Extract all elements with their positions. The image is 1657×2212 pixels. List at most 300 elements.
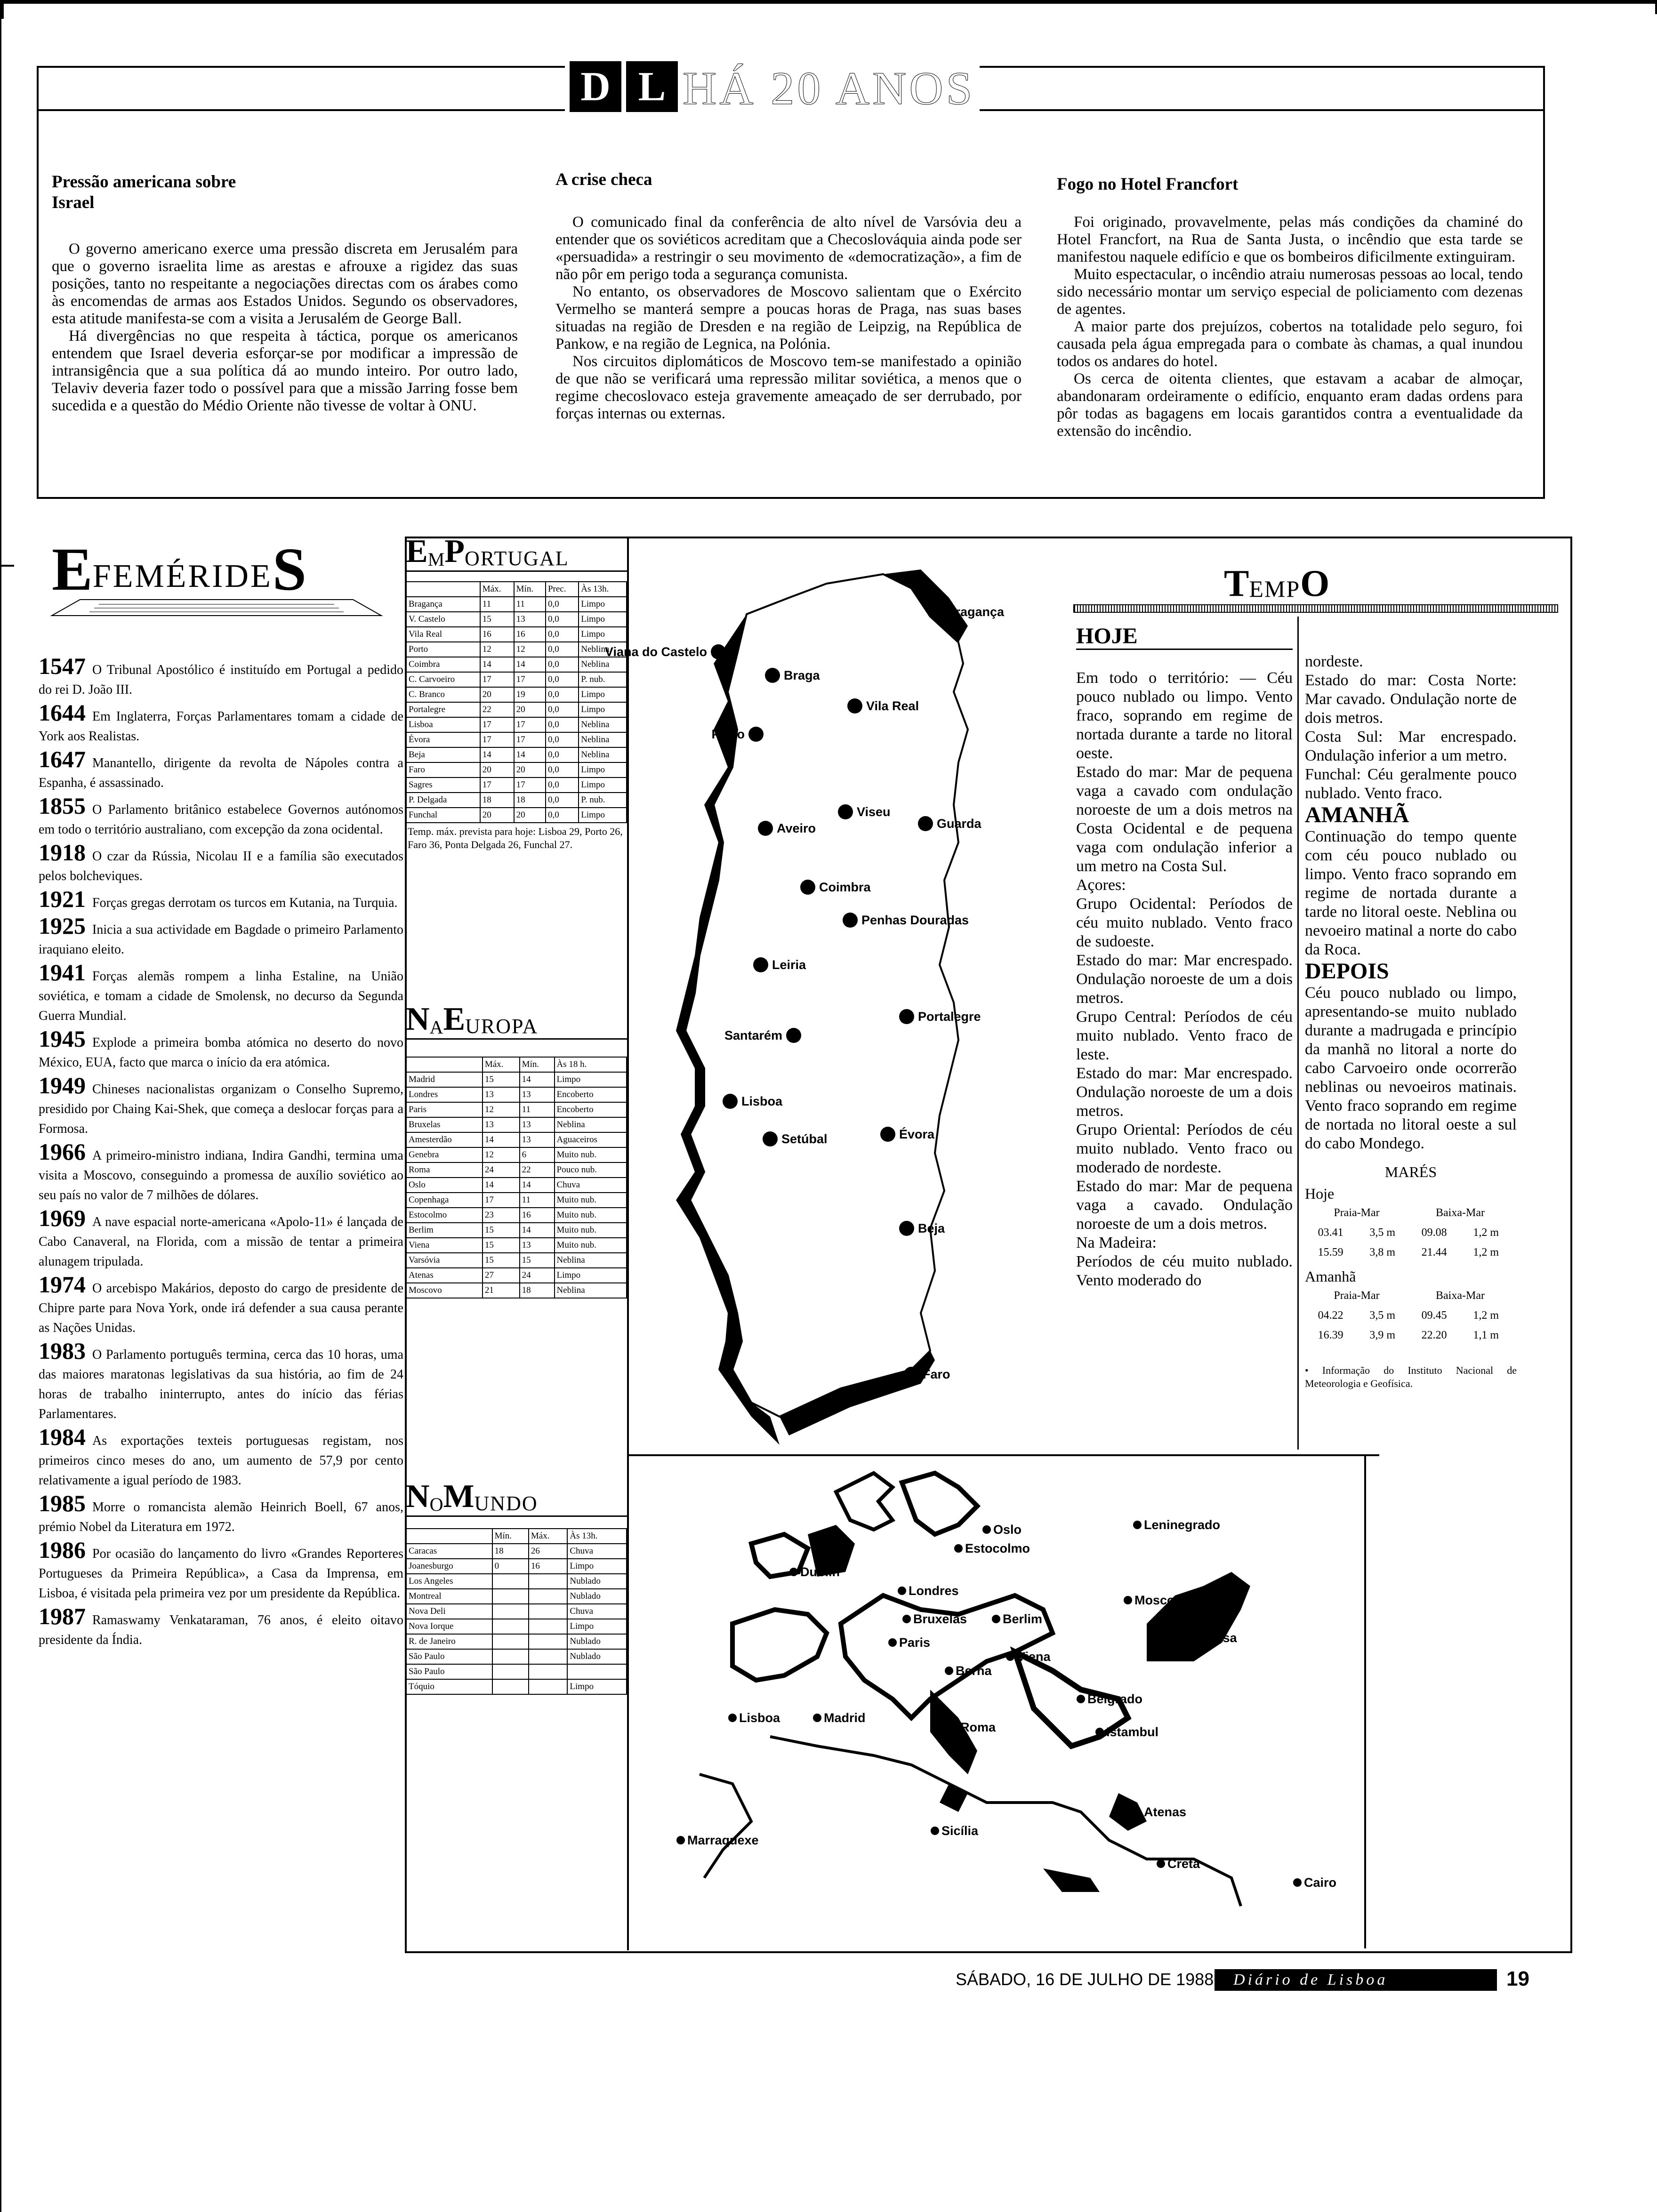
city-marker [753, 957, 806, 972]
hatch-bar [1073, 604, 1558, 613]
city-label: Berna [956, 1664, 992, 1678]
article-body [52, 240, 518, 415]
table-cell: Berlim [406, 1223, 483, 1238]
footer-date: SÁBADO, 16 DE JULHO DE 1988 [956, 1970, 1214, 1989]
table-cell: Beja [406, 747, 480, 762]
table-cell: 0 [492, 1559, 529, 1574]
portugal-header: E M P ORTUGAL [406, 538, 627, 572]
tide-table-amanha [1305, 1286, 1512, 1345]
efemeride-text: O czar da Rússia, Nicolau II e a família são executados pelos bolcheviques. [39, 849, 403, 883]
tide-cell: 3,9 m [1369, 1329, 1395, 1341]
table-cell: 14 [520, 1178, 555, 1193]
paragraph: Costa Sul: Mar encrespado. Ondulação inferior a um metro. [1305, 728, 1517, 764]
table-cell [492, 1634, 529, 1649]
city-dot [763, 1131, 778, 1146]
city-label: Cairo [1304, 1875, 1337, 1890]
city-label: Lisboa [741, 1094, 783, 1108]
efemeride-year: 1918 [39, 839, 86, 866]
table-row [406, 777, 627, 793]
table-row [406, 1193, 627, 1208]
table-cell: Neblina [579, 642, 627, 657]
efemeride-year: 1547 [39, 653, 86, 679]
table-cell [529, 1649, 568, 1664]
city-dot [899, 1009, 914, 1024]
table-row [406, 1087, 627, 1102]
table-row [406, 1147, 627, 1162]
paragraph: Nos circuitos diplomáticos de Moscovo tem-se manifestado a opinião de que não se verificará uma repressão militar soviética, a menos que o regime checoslovaco esteja gravemente ameaçado de ser derrubado, por forças internas ou externas. [555, 353, 1022, 422]
article-title: A crise checa [555, 170, 652, 189]
table-cell [492, 1649, 529, 1664]
efemeride-year: 1985 [39, 1490, 86, 1516]
city-label: Estocolmo [965, 1541, 1030, 1555]
city-marker [847, 698, 919, 713]
city-dot [1157, 1859, 1165, 1868]
portugal-weather-table [406, 581, 627, 823]
city-marker [1133, 1518, 1220, 1532]
table-cell: V. Castelo [406, 612, 480, 627]
city-marker [899, 1221, 945, 1236]
table-cell: Nublado [567, 1649, 627, 1664]
table-cell: 20 [514, 762, 546, 777]
efemeride-text: Ramaswamy Venkataraman, 76 anos, é eleito oitavo presidente da Índia. [39, 1613, 403, 1647]
efemeride-item [39, 1027, 403, 1073]
table-cell: 16 [480, 627, 514, 642]
title-middle: FEMÉRIDE [92, 558, 273, 594]
table-cell: Funchal [406, 808, 480, 823]
tempo-hoje-column [1076, 624, 1293, 1290]
efemeride-text: Manantello, dirigente da revolta de Nápoles contra a Espanha, é assassinado. [39, 756, 403, 790]
table-row [406, 1238, 627, 1253]
hoje-text [1076, 669, 1293, 1290]
table-cell: Neblina [579, 747, 627, 762]
table-row [406, 612, 627, 627]
efemeride-year: 1855 [39, 793, 86, 819]
table-cell: Neblina [555, 1283, 627, 1298]
table-cell: São Paulo [406, 1664, 492, 1679]
tide-row [1305, 1306, 1512, 1325]
tide-cell: 1,1 m [1473, 1329, 1499, 1341]
table-cell: 20 [514, 808, 546, 823]
table-cell: Muito nub. [555, 1208, 627, 1223]
table-row [406, 1619, 627, 1634]
table-cell: 14 [483, 1132, 520, 1147]
table-cell: Coimbra [406, 657, 480, 672]
table-cell: 13 [520, 1132, 555, 1147]
efemeride-text: Por ocasião do lançamento do livro «Grandes Reporteres Portugueses da Primeira República», a Casa da Imprensa, em Lisboa, é visitada pela primeira vez por um presidente da República. [39, 1547, 403, 1601]
table-cell: Moscovo [406, 1283, 483, 1298]
city-marker [605, 644, 726, 659]
city-marker [723, 1094, 783, 1109]
table-row [406, 702, 627, 717]
table-cell: 18 [480, 793, 514, 808]
table-cell: Muito nub. [555, 1147, 627, 1162]
map-divider [1364, 1454, 1366, 1948]
efemeride-year: 1945 [39, 1026, 86, 1052]
efemeride-item [39, 1074, 403, 1139]
paragraph: Na Madeira: [1076, 1234, 1157, 1251]
city-dot [676, 1836, 685, 1844]
table-cell: 11 [520, 1102, 555, 1117]
table-cell: P. nub. [579, 672, 627, 687]
city-dot [992, 1615, 1000, 1623]
hatch-decoration [52, 598, 381, 617]
amanha-heading: AMANHÃ [1305, 802, 1409, 827]
efemeride-text: O arcebispo Makários, deposto do cargo de presidente de Chipre parte para Nova York, onde irá defender a sua causa perante as Nações Unidas. [39, 1281, 403, 1335]
table-cell: 15 [520, 1253, 555, 1268]
table-cell: Bragança [406, 597, 480, 612]
table-cell: Neblina [579, 657, 627, 672]
table-cell: Estocolmo [406, 1208, 483, 1223]
table-row [406, 1283, 627, 1298]
table-cell: Genebra [406, 1147, 483, 1162]
table-cell: Évora [406, 732, 480, 747]
table-cell: Neblina [555, 1253, 627, 1268]
table-cell: 18 [514, 793, 546, 808]
table-cell: Tóquio [406, 1679, 492, 1694]
portugal-table-block [406, 533, 627, 853]
table-cell: Faro [406, 762, 480, 777]
table-cell: 12 [483, 1102, 520, 1117]
table-cell: 0,0 [546, 762, 579, 777]
city-label: Moscovo [1134, 1593, 1190, 1607]
table-cell: Chuva [555, 1178, 627, 1193]
tempo-column-divider [1297, 617, 1299, 1450]
table-cell: 17 [480, 672, 514, 687]
table-row [406, 1223, 627, 1238]
city-dot [1180, 1634, 1189, 1642]
table-cell: 0,0 [546, 672, 579, 687]
city-dot [800, 880, 815, 895]
table-cell: 0,0 [546, 642, 579, 657]
table-cell: Limpo [579, 597, 627, 612]
corner-mark [1655, 0, 1657, 14]
efemerides-header [52, 536, 410, 619]
paragraph: Grupo Ocidental: Períodos de céu muito nublado. Vento fraco de sudoeste. [1076, 895, 1293, 950]
efemeride-item [39, 1604, 403, 1650]
city-marker [918, 816, 982, 831]
paragraph: nordeste. [1305, 653, 1363, 670]
efemeride-year: 1969 [39, 1205, 86, 1231]
table-cell: 15 [483, 1072, 520, 1087]
table-row [406, 672, 627, 687]
city-dot [1124, 1596, 1132, 1604]
table-cell: 13 [520, 1117, 555, 1132]
table-cell: 13 [514, 612, 546, 627]
city-label: Leiria [772, 958, 806, 972]
city-marker [712, 727, 764, 742]
tide-cell: 21.44 [1421, 1246, 1447, 1258]
efemeride-item [39, 1273, 403, 1338]
tide-row [1305, 1242, 1512, 1262]
efemeride-item [39, 654, 403, 700]
city-marker [758, 821, 816, 836]
efemeride-item [39, 1538, 403, 1603]
efemeride-year: 1966 [39, 1138, 86, 1165]
column-header: Máx. [483, 1057, 520, 1072]
paragraph: Estado do mar: Costa Norte: Mar cavado. Ondulação norte de dois metros. [1305, 672, 1517, 727]
table-cell: Limpo [579, 808, 627, 823]
table-cell: 14 [514, 657, 546, 672]
table-cell: 14 [483, 1178, 520, 1193]
table-cell: 20 [514, 702, 546, 717]
city-dot [899, 1221, 914, 1236]
table-cell: Madrid [406, 1072, 483, 1087]
city-dot [765, 668, 780, 683]
city-dot [927, 604, 942, 619]
table-row [406, 657, 627, 672]
city-dot [1095, 1728, 1104, 1736]
table-row [406, 747, 627, 762]
table-cell: 20 [480, 808, 514, 823]
table-cell: Portalegre [406, 702, 480, 717]
city-label: Berlim [1003, 1612, 1043, 1626]
table-cell: Varsóvia [406, 1253, 483, 1268]
table-cell: 24 [520, 1268, 555, 1283]
efemerides-list [39, 654, 403, 1651]
table-row [406, 642, 627, 657]
table-cell: 0,0 [546, 627, 579, 642]
city-marker [843, 913, 969, 928]
table-cell: Limpo [555, 1072, 627, 1087]
city-marker [838, 804, 891, 819]
table-cell: Chuva [567, 1544, 627, 1559]
table-cell: 17 [514, 717, 546, 732]
table-cell: 0,0 [546, 808, 579, 823]
efemeride-item [39, 747, 403, 793]
efemeride-text: Em Inglaterra, Forças Parlamentares tomam a cidade de York aos Realistas. [39, 709, 403, 744]
table-cell: Nublado [567, 1589, 627, 1604]
table-cell: 13 [483, 1087, 520, 1102]
table-cell: 12 [483, 1147, 520, 1162]
efemeride-year: 1986 [39, 1537, 86, 1563]
paragraph: Grupo Central: Períodos de céu muito nublado. Vento fraco de leste. [1076, 1008, 1293, 1063]
efemeride-year: 1984 [39, 1424, 86, 1450]
table-cell: Limpo [579, 627, 627, 642]
efemeride-text: Morre o romancista alemão Heinrich Boell, 67 anos, prémio Nobel da Literatura em 1972. [39, 1500, 403, 1534]
city-label: Braga [784, 668, 820, 682]
table-cell [492, 1604, 529, 1619]
table-row [406, 1559, 627, 1574]
table-row [406, 1574, 627, 1589]
page-number: 19 [1506, 1967, 1529, 1990]
table-cell: 13 [520, 1238, 555, 1253]
table-cell: Limpo [579, 777, 627, 793]
table-header [406, 1057, 627, 1072]
efemeride-item [39, 1339, 403, 1424]
table-cell [529, 1679, 568, 1694]
paragraph: Estado do mar: Mar encrespado. Ondulação noroeste de um a dois metros. [1076, 1065, 1293, 1120]
table-cell: 14 [520, 1223, 555, 1238]
city-dot [954, 1544, 963, 1553]
efemeride-item [39, 1491, 403, 1537]
paragraph: Períodos de céu muito nublado. Vento moderado do [1076, 1253, 1293, 1289]
edge-mark [0, 565, 14, 567]
table-cell [529, 1589, 568, 1604]
column-header [406, 582, 480, 597]
paragraph: O comunicado final da conferência de alto nível de Varsóvia deu a entender que os soviéticos acreditam que a Checoslováquia ainda pode ser «persuadida» a restringir o seu movimento de «democratização», a fim de não pôr em perigo toda a segurança comunista. [555, 214, 1022, 283]
table-cell: Neblina [555, 1117, 627, 1132]
tide-col-header: Baixa-Mar [1436, 1290, 1485, 1302]
city-dot [723, 1094, 738, 1109]
table-cell: Limpo [567, 1619, 627, 1634]
right-text [1305, 652, 1517, 803]
column-header: Mín. [492, 1529, 529, 1544]
efemeride-text: As exportações texteis portuguesas registam, nos primeiros cinco meses do ano, um aumento de 57,9 por cento relativamente a igual período de 1983. [39, 1434, 403, 1488]
table-cell: 22 [480, 702, 514, 717]
efemeride-text: Forças alemãs rompem a linha Estaline, na União soviética, e tomam a cidade de Smolensk, no decurso da Segunda Guerra Mundial. [39, 969, 403, 1023]
amanha-text: Continuação do tempo quente com céu pouco nublado ou limpo. Vento fraco soprando em regime de nortada durante a tarde no litoral oeste. Neblina ou nevoeiro matinal a norte do cabo da Roca. [1305, 828, 1517, 958]
tide-cell: 09.08 [1421, 1226, 1447, 1239]
table-cell: 16 [529, 1559, 568, 1574]
europa-header: N A E UROPA [406, 1002, 627, 1040]
city-dot [880, 1127, 895, 1142]
paragraph: Grupo Oriental: Períodos de céu muito nublado. Vento fraco ou moderado de nordeste. [1076, 1121, 1293, 1176]
city-dot [838, 804, 853, 819]
table-cell: 13 [483, 1117, 520, 1132]
article-crise-checa [555, 169, 1022, 423]
city-marker [927, 604, 1005, 619]
tide-amanha-label: Amanhã [1305, 1268, 1356, 1285]
table-cell: 17 [480, 717, 514, 732]
depois-text: Céu pouco nublado ou limpo, apresentando-se muito nublado durante a madrugada e princípio da manhã no litoral a norte do cabo Carvoeiro onde ocorrerão neblinas ou nevoeiros matinais. Vento fraco soprando em regime de nortada no litoral oeste a sul do cabo Mondego. [1305, 984, 1517, 1152]
table-cell: 15 [480, 612, 514, 627]
efemeride-text: Explode a primeira bomba atómica no deserto do novo México, EUA, facto que marca o início da era atómica. [39, 1035, 403, 1070]
footer-paper-name: Diário de Lisboa [1215, 1969, 1497, 1991]
city-label: Viena [1017, 1650, 1051, 1664]
table-cell [492, 1589, 529, 1604]
tide-cell: 3,8 m [1369, 1246, 1395, 1258]
table-cell: 15 [483, 1238, 520, 1253]
table-cell: Muito nub. [555, 1238, 627, 1253]
efemeride-year: 1983 [39, 1338, 86, 1364]
column-header [406, 1057, 483, 1072]
table-cell: 0,0 [546, 612, 579, 627]
city-label: Roma [960, 1720, 996, 1734]
city-label: Santarém [724, 1028, 782, 1042]
city-label: Évora [899, 1127, 935, 1141]
city-dot [1006, 1652, 1014, 1661]
efemeride-text: Forças gregas derrotam os turcos em Kutania, na Turquia. [92, 896, 398, 910]
table-cell [529, 1604, 568, 1619]
tide-row [1305, 1325, 1512, 1345]
efemeride-year: 1644 [39, 699, 86, 726]
table-cell: Encoberto [555, 1087, 627, 1102]
table-cell: Porto [406, 642, 480, 657]
table-cell: 12 [514, 642, 546, 657]
article-body [1057, 214, 1523, 440]
city-dot [904, 1367, 919, 1382]
city-label: Creta [1167, 1857, 1200, 1871]
city-dot [888, 1638, 897, 1647]
table-cell: Vila Real [406, 627, 480, 642]
city-label: Marraquexe [687, 1833, 759, 1847]
city-dot [748, 727, 764, 742]
city-marker [763, 1131, 828, 1146]
table-cell: 27 [483, 1268, 520, 1283]
city-label: Odessa [1191, 1631, 1237, 1645]
table-cell: Caracas [406, 1544, 492, 1559]
city-label: Faro [923, 1367, 950, 1381]
table-cell [529, 1664, 568, 1679]
city-dot [1133, 1521, 1142, 1529]
efemeride-year: 1987 [39, 1603, 86, 1629]
table-row [406, 1604, 627, 1619]
efemeride-item [39, 1206, 403, 1272]
tide-cell: 03.41 [1318, 1226, 1343, 1239]
tempo-header: T EMP O [1224, 563, 1330, 604]
table-cell: 16 [520, 1208, 555, 1223]
table-cell: Muito nub. [555, 1223, 627, 1238]
table-cell: 11 [480, 597, 514, 612]
table-row [406, 1208, 627, 1223]
tide-col-header: Praia-Mar [1334, 1207, 1380, 1219]
city-dot [898, 1587, 906, 1595]
table-cell: Lisboa [406, 717, 480, 732]
mundo-table-block [406, 1468, 627, 1695]
efemeride-year: 1974 [39, 1271, 86, 1298]
table-cell: 22 [520, 1162, 555, 1178]
table-row [406, 1178, 627, 1193]
efemeride-item [39, 887, 403, 913]
table-cell: 19 [514, 687, 546, 702]
table-cell: 17 [483, 1193, 520, 1208]
city-label: Istambul [1106, 1725, 1159, 1739]
efemeride-text: A primeiro-ministro indiana, Indira Gandhi, termina uma visita a Moscovo, conseguindo a promessa de auxílio soviético ao seu país no valor de 7 milhões de dólares. [39, 1148, 403, 1202]
paragraph: Funchal: Céu geralmente pouco nublado. Vento fraco. [1305, 766, 1517, 802]
city-marker [676, 1833, 759, 1847]
city-marker [1293, 1875, 1336, 1890]
efemeride-item [39, 914, 403, 960]
table-cell: Nublado [567, 1574, 627, 1589]
efemeride-text: Chineses nacionalistas organizam o Conselho Supremo, presidido por Chaing Kai-Shek, que começa a deslocar forças para a Formosa. [39, 1082, 403, 1136]
paragraph: No entanto, os observadores de Moscovo salientam que o Exército Vermelho se manterá sempre a poucas horas de Praga, nas suas bases situadas na região de Dresden e na região de Leipzig, na República de Pankow, e na região de Legnica, na Polónia. [555, 283, 1022, 353]
efemeride-text: O Parlamento britânico estabelece Governos autónomos em todo o território australiano, com excepção da zona ocidental. [39, 802, 403, 837]
paragraph: Estado do mar: Mar encrespado. Ondulação noroeste de um a dois metros. [1076, 952, 1293, 1007]
city-marker [899, 1009, 981, 1024]
title-letter: E [52, 536, 93, 603]
section-title: HÁ 20 ANOS [683, 62, 975, 114]
table-cell: Neblina [579, 717, 627, 732]
table-cell: 17 [480, 777, 514, 793]
paragraph: A maior parte dos prejuízos, cobertos na totalidade pelo seguro, foi causada pela água empregada para o combate às chamas, a qual inundou todos os andares do hotel. [1057, 318, 1523, 370]
table-cell: Muito nub. [555, 1193, 627, 1208]
article-body [555, 214, 1022, 423]
table-cell: Limpo [579, 612, 627, 627]
efemeride-item [39, 961, 403, 1026]
table-cell [492, 1619, 529, 1634]
table-cell: Amesterdão [406, 1132, 483, 1147]
tide-hoje-label: Hoje [1305, 1185, 1335, 1202]
tide-cell: 3,5 m [1369, 1226, 1395, 1239]
tide-cell: 1,2 m [1473, 1226, 1499, 1239]
city-label: Vila Real [866, 699, 919, 713]
city-label: Madrid [824, 1711, 866, 1725]
table-cell: 0,0 [546, 597, 579, 612]
table-cell: P. Delgada [406, 793, 480, 808]
city-label: Leninegrado [1144, 1518, 1221, 1532]
table-cell: Neblina [579, 732, 627, 747]
table-cell [492, 1679, 529, 1694]
article-hotel-francfort [1057, 174, 1523, 440]
column-header: Às 18 h. [555, 1057, 627, 1072]
left-edge [0, 0, 1, 2212]
tide-cell: 22.20 [1421, 1329, 1447, 1341]
table-cell: 0,0 [546, 702, 579, 717]
column-header: Prec. [546, 582, 579, 597]
table-cell: 14 [480, 747, 514, 762]
table-cell: 0,0 [546, 793, 579, 808]
table-cell: Paris [406, 1102, 483, 1117]
